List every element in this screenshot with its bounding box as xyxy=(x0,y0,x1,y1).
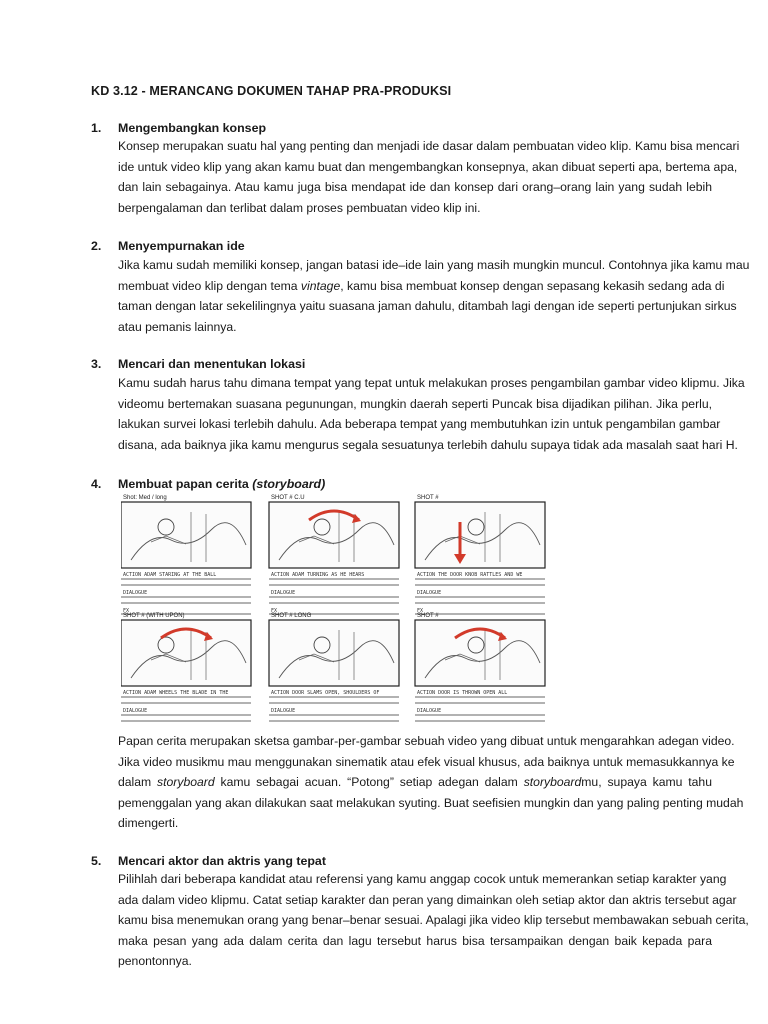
paragraph-line: ada dalam video klipmu. Catat setiap karakter dan peran yang dimainkan oleh setiap aktor dan aktris tersebut agar xyxy=(118,892,737,907)
paragraph-line: Pilihlah dari beberapa kandidat atau referensi yang kamu anggap cocok untuk memerankan setiap karakter yang xyxy=(118,872,727,886)
section-5-paragraph xyxy=(118,869,749,972)
storyboard-illustration xyxy=(121,492,549,730)
section-4-number: 4. xyxy=(91,477,102,491)
panel-shot-label: SHOT # xyxy=(417,495,439,501)
section-3-heading: Mencari dan menentukan lokasi xyxy=(118,357,306,371)
paragraph-line: dalam storyboard kamu sebagai acuan. “Potong” setiap adegan dalam storyboardmu, supaya kamu tahu xyxy=(118,775,712,789)
section-1-heading: Mengembangkan konsep xyxy=(118,121,267,135)
storyboard-panel xyxy=(269,495,399,614)
paragraph-line: membuat video klip dengan tema vintage, kamu bisa membuat konsep dengan sepasang kekasih sedang ada di xyxy=(118,278,725,293)
paragraph-line: maka pesan yang ada dalam cerita dan lagu tersebut harus bisa tersampaikan dengan baik kepada para xyxy=(118,933,712,948)
section-5-heading: Mencari aktor dan aktris yang tepat xyxy=(118,854,326,868)
paragraph-line: penontonnya. xyxy=(118,954,192,968)
section-1-number: 1. xyxy=(91,121,102,135)
panel-shot-label: Shot: Med / long xyxy=(123,495,167,501)
storyboard-panel xyxy=(121,613,251,721)
storyboard-panel xyxy=(121,495,251,614)
section-3-number: 3. xyxy=(91,357,102,371)
section-4-paragraph xyxy=(118,731,744,834)
section-1-paragraph xyxy=(118,136,740,218)
section-3-paragraph xyxy=(118,373,745,455)
paragraph-line: dimengerti. xyxy=(118,816,179,830)
panel-fx-label: FX xyxy=(417,608,424,614)
panel-frame xyxy=(269,620,399,686)
panel-dialogue-label: DIALOGUE xyxy=(417,590,442,596)
paragraph-line: disana, ada baiknya jika kamu mengurus segala sesuatunya terlebih dahulu supaya tidak ada masalah saat hari H. xyxy=(118,437,738,452)
panel-shot-label: SHOT # C.U xyxy=(271,495,305,501)
paragraph-line: Papan cerita merupakan sketsa gambar-per-gambar sebuah video yang dibuat untuk mengarahkan adegan video. xyxy=(118,734,735,748)
page-title: KD 3.12 - MERANCANG DOKUMEN TAHAP PRA-PRODUKSI xyxy=(91,84,452,98)
panel-dialogue-label: DIALOGUE xyxy=(123,590,148,596)
paragraph-line: videomu bertemakan suasana pegunungan, mungkin daerah seperti Puncak bisa dijadikan pilihan. Jika perlu, xyxy=(118,396,712,411)
panel-dialogue-label: DIALOGUE xyxy=(271,590,296,596)
paragraph-line: pemenggalan yang akan dilakukan saat melakukan syuting. Buat seefisien mungkin dan yang paling penting mudah xyxy=(118,795,744,810)
panel-action-text: ACTION DOOR IS THROWN OPEN ALL xyxy=(417,690,508,696)
paragraph-line: kamu bisa menemukan orang yang benar–benar sesuai. Apalagi jika video klip tersebut membawakan sebuah cerita, xyxy=(118,913,749,927)
panel-frame xyxy=(415,502,545,568)
section-5-number: 5. xyxy=(91,854,102,868)
panel-fx-label: FX xyxy=(271,608,278,614)
panel-action-text: ACTION ADAM WHEELS THE BLADE IN THE xyxy=(123,690,229,696)
paragraph-line: lakukan survei lokasi terlebih dahulu. Ada beberapa tempat yang membutuhkan izin untuk pengambilan gambar xyxy=(118,417,721,431)
paragraph-line: Jika kamu sudah memiliki konsep, jangan batasi ide–ide lain yang masih mungkin muncul. Contohnya jika kamu mau xyxy=(118,258,750,272)
paragraph-line: Konsep merupakan suatu hal yang penting dan menjadi ide dasar dalam pembuatan video klip. Kamu bisa mencari xyxy=(118,139,740,153)
paragraph-line: Jika video musikmu mau menggunakan sinematik atau efek visual khusus, ada baiknya untuk memasukkannya ke xyxy=(118,754,735,769)
panel-dialogue-label: DIALOGUE xyxy=(271,708,296,714)
section-2-number: 2. xyxy=(91,239,102,253)
paragraph-line: Kamu sudah harus tahu dimana tempat yang tepat untuk melakukan proses pengambilan gambar video klipmu. Jika xyxy=(118,376,745,390)
paragraph-line: atau pemanis lainnya. xyxy=(118,319,237,334)
storyboard-panel xyxy=(415,613,545,721)
panel-fx-label: FX xyxy=(123,608,130,614)
section-2-heading: Menyempurnakan ide xyxy=(118,239,245,253)
paragraph-line: ide untuk video klip yang akan kamu buat dan mengembangkan konsepnya, akan dibuat seperti apa, bertema apa, xyxy=(118,159,738,174)
panel-shot-label: SHOT # LONG xyxy=(271,613,312,619)
panel-action-text: ACTION DOOR SLAMS OPEN, SHOULDERS OF xyxy=(271,690,380,696)
panel-dialogue-label: DIALOGUE xyxy=(417,708,442,714)
panel-frame xyxy=(121,502,251,568)
panel-action-text: ACTION ADAM STARING AT THE BALL xyxy=(123,572,217,578)
section-2-paragraph xyxy=(118,255,750,337)
panel-action-text: ACTION THE DOOR KNOB RATTLES AND WE xyxy=(417,572,523,578)
panel-action-text: ACTION ADAM TURNING AS HE HEARS xyxy=(271,572,365,578)
panel-dialogue-label: DIALOGUE xyxy=(123,708,148,714)
paragraph-line: berpengalaman dan terlibat dalam proses pembuatan video klip ini. xyxy=(118,200,481,215)
paragraph-line: taman dengan latar sekelilingnya yaitu suasana jaman dahulu, ditambah lagi dengan ide seperti pertunjukan sirkus xyxy=(118,299,737,313)
panel-shot-label: SHOT # (WITH UPON) xyxy=(123,613,185,619)
section-4-heading: Membuat papan cerita (storyboard) xyxy=(118,477,326,491)
storyboard-panel xyxy=(415,495,545,614)
paragraph-line: dan lain sebagainya. Atau kamu juga bisa mendapat ide dan konsep dari orang–orang lain yang sudah lebih xyxy=(118,180,712,194)
panel-shot-label: SHOT # xyxy=(417,613,439,619)
storyboard-panel xyxy=(269,613,399,721)
